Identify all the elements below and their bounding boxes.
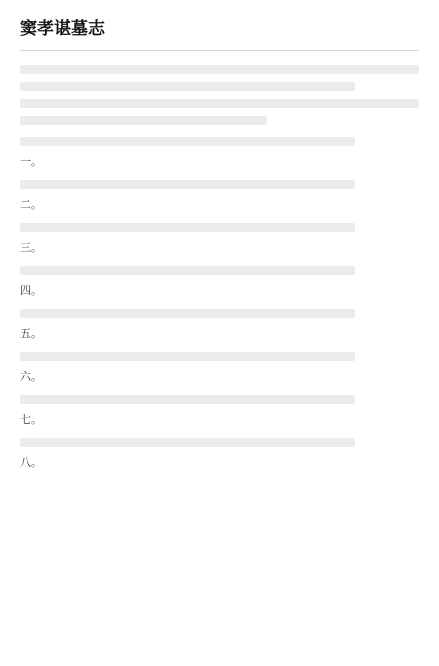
intro-block — [20, 65, 419, 125]
verse-block — [20, 137, 419, 471]
page-title: 窦孝谌墓志 — [20, 19, 105, 39]
section-marker: 七。 — [20, 413, 42, 426]
text-placeholder — [20, 180, 355, 189]
text-placeholder — [20, 99, 419, 108]
text-placeholder — [20, 438, 355, 447]
text-placeholder — [20, 65, 419, 74]
text-placeholder — [20, 266, 355, 275]
title-divider — [20, 50, 419, 51]
text-placeholder — [20, 116, 267, 125]
text-placeholder — [20, 352, 355, 361]
text-placeholder — [20, 137, 355, 146]
section-marker: 一。 — [20, 155, 42, 168]
section-marker: 二。 — [20, 198, 42, 211]
text-placeholder — [20, 309, 355, 318]
section-marker: 五。 — [20, 327, 42, 340]
section-marker: 三。 — [20, 241, 42, 254]
text-placeholder — [20, 223, 355, 232]
text-placeholder — [20, 395, 355, 404]
text-placeholder — [20, 82, 355, 91]
section-marker: 六。 — [20, 370, 42, 383]
section-marker: 四。 — [20, 284, 42, 297]
section-marker: 八。 — [20, 456, 42, 469]
